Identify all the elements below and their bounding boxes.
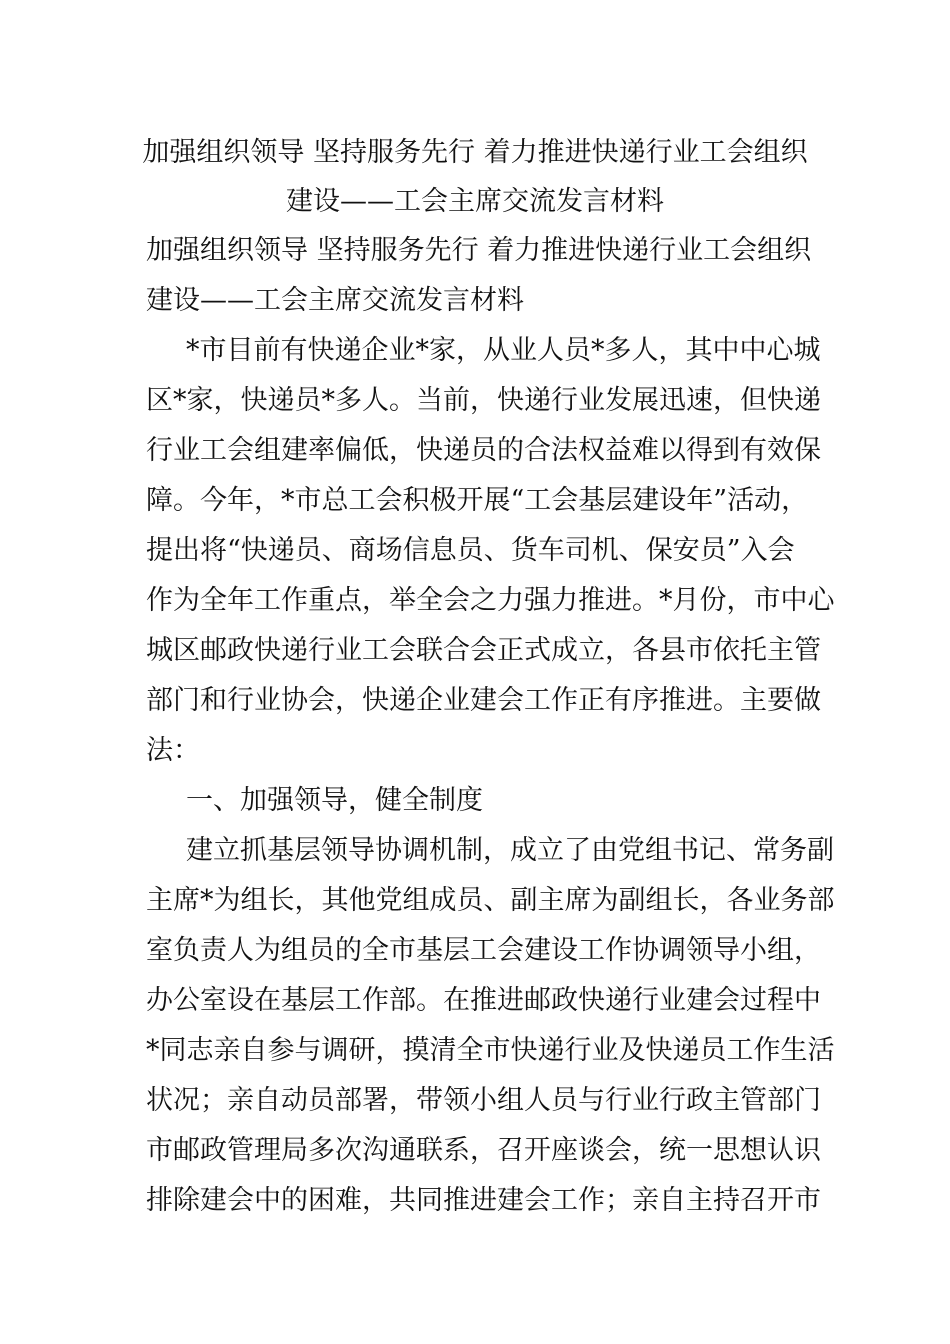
paragraph-1-line-5: 提出将“快递员、商场信息员、货车司机、保安员”入会 [146,535,795,566]
paragraph-2-line-4: 办公室设在基层工作部。在推进邮政快递行业建会过程中 [146,985,821,1016]
paragraph-2-line-8: 排除建会中的困难，共同推进建会工作；亲自主持召开市 [146,1185,821,1216]
paragraph-1-line-2: 区*家，快递员*多人。当前，快递行业发展迅速，但快递 [146,385,821,416]
paragraph-2-line-5: *同志亲自参与调研，摸清全市快递行业及快递员工作生活 [146,1035,835,1066]
document-title-line-2: 建设——工会主席交流发言材料 [286,186,664,217]
document-heading-line-1: 加强组织领导 坚持服务先行 着力推进快递行业工会组织 [146,235,812,266]
paragraph-1-line-8: 部门和行业协会，快递企业建会工作正有序推进。主要做 [146,685,821,716]
paragraph-1-line-1: *市目前有快递企业*家，从业人员*多人，其中中心城 [186,335,821,366]
paragraph-2-line-6: 状况；亲自动员部署，带领小组人员与行业行政主管部门 [146,1085,821,1116]
paragraph-1-line-6: 作为全年工作重点，举全会之力强力推进。*月份，市中心 [146,585,835,616]
paragraph-1-line-7: 城区邮政快递行业工会联合会正式成立，各县市依托主管 [146,635,821,666]
document-title-line-1: 加强组织领导 坚持服务先行 着力推进快递行业工会组织 [142,137,808,168]
paragraph-2-line-3: 室负责人为组员的全市基层工会建设工作协调领导小组， [146,935,821,966]
paragraph-1-line-9: 法： [146,735,200,766]
paragraph-1-line-4: 障。今年，*市总工会积极开展“工会基层建设年”活动， [146,485,809,516]
section-1-heading: 一、加强领导，健全制度 [186,785,483,816]
paragraph-2-line-1: 建立抓基层领导协调机制，成立了由党组书记、常务副 [186,835,834,866]
document-heading-line-2: 建设——工会主席交流发言材料 [146,285,524,316]
paragraph-1-line-3: 行业工会组建率偏低，快递员的合法权益难以得到有效保 [146,435,821,466]
paragraph-2-line-7: 市邮政管理局多次沟通联系，召开座谈会，统一思想认识 [146,1135,821,1166]
paragraph-2-line-2: 主席*为组长，其他党组成员、副主席为副组长，各业务部 [146,885,835,916]
